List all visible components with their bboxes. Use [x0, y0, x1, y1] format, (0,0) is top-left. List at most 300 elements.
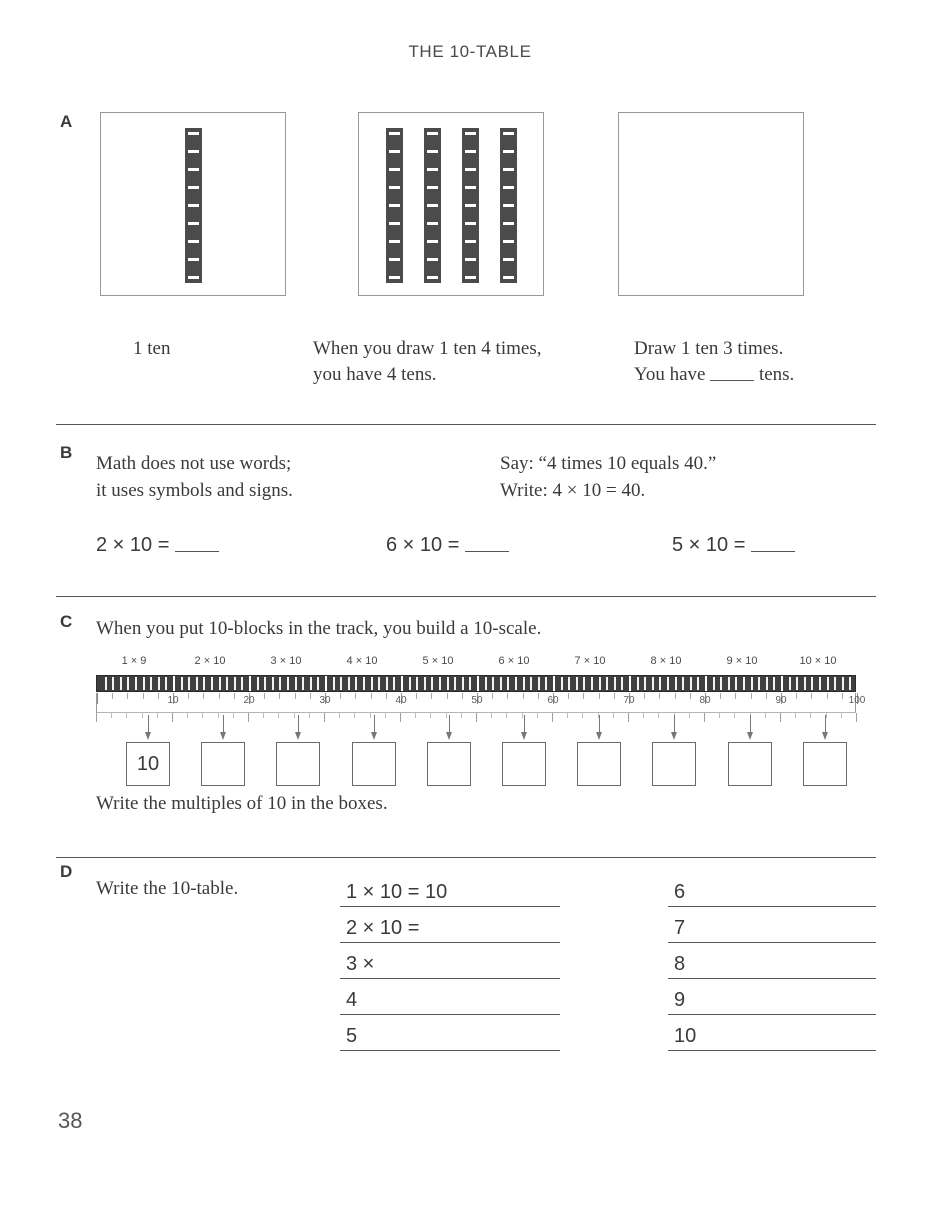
track-tick: [416, 677, 418, 690]
ten-block-divider: [465, 168, 476, 171]
divider-c-d: [56, 857, 876, 858]
ten-block-divider: [389, 150, 400, 153]
scale-mult-label-4: 4 × 10: [346, 655, 378, 667]
ten-block-divider: [389, 168, 400, 171]
track-tick: [690, 677, 692, 690]
ruler-tick: [97, 693, 98, 704]
track-tick: [310, 677, 312, 690]
ten-block-divider: [427, 240, 438, 243]
ruler-tick: [371, 693, 372, 699]
down-arrow-2: [219, 715, 228, 741]
subruler-tick: [795, 713, 796, 718]
ten-block-divider: [188, 168, 199, 171]
ten-table-row-right-5[interactable]: 10: [668, 1017, 876, 1051]
section-b-left-line1: Math does not use words;: [96, 453, 292, 474]
ten-block-divider: [503, 258, 514, 261]
subruler-tick: [613, 713, 614, 718]
subruler-tick: [157, 713, 158, 718]
down-arrow-3: [294, 715, 303, 741]
subruler-tick: [324, 713, 325, 722]
track-ten-mark: [629, 676, 631, 691]
subruler-tick: [856, 713, 857, 722]
down-arrow-10: [821, 715, 830, 741]
section-b-left-text: [96, 450, 293, 504]
subruler-tick: [552, 713, 553, 722]
ruler-tick: [583, 693, 584, 699]
ten-block: [386, 128, 403, 283]
ruler-tick: [310, 693, 311, 699]
subruler-tick: [263, 713, 264, 718]
track-tick: [469, 677, 471, 690]
track-tick: [234, 677, 236, 690]
ruler-tick: [416, 693, 417, 699]
track-tick: [530, 677, 532, 690]
subruler-tick: [400, 713, 401, 722]
subruler-tick: [96, 713, 97, 722]
multiple-box-4[interactable]: [352, 742, 396, 786]
track-tick: [462, 677, 464, 690]
ruler-tick: [735, 693, 736, 699]
subruler-tick: [658, 713, 659, 718]
ruler-number-50: 50: [471, 695, 483, 706]
ruler-tick: [188, 693, 189, 699]
track-tick: [112, 677, 114, 690]
ten-block-divider: [503, 168, 514, 171]
subruler-tick: [506, 713, 507, 718]
track-tick: [424, 677, 426, 690]
ruler-tick: [568, 693, 569, 699]
subruler-tick: [461, 713, 462, 718]
ten-block-divider: [503, 240, 514, 243]
ten-block: [500, 128, 517, 283]
ten-block-divider: [188, 132, 199, 135]
section-b-say-line: Say: “4 times 10 equals 40.”: [500, 453, 717, 474]
multiple-box-5[interactable]: [427, 742, 471, 786]
track-ten-mark: [705, 676, 707, 691]
section-b-exercise-3-text: 5 × 10 =: [672, 534, 751, 556]
ten-block-divider: [503, 186, 514, 189]
ten-block-divider: [389, 258, 400, 261]
section-b-exercise-3: [672, 534, 795, 557]
ruler-tick: [796, 693, 797, 699]
subruler-tick: [841, 713, 842, 718]
subruler-tick: [278, 713, 279, 718]
ruler-tick: [234, 693, 235, 699]
track-tick: [264, 677, 266, 690]
ten-block-divider: [188, 276, 199, 279]
scale-mult-label-6: 6 × 10: [498, 655, 530, 667]
multiple-box-7[interactable]: [577, 742, 621, 786]
subruler-tick: [339, 713, 340, 718]
down-arrow-7: [595, 715, 604, 741]
ten-scale-labels: [96, 655, 856, 672]
ruler-number-80: 80: [699, 695, 711, 706]
arrow-head: [671, 732, 677, 740]
track-tick: [447, 677, 449, 690]
track-tick: [614, 677, 616, 690]
track-tick: [811, 677, 813, 690]
divider-a-b: [56, 424, 876, 425]
ruler-tick: [219, 693, 220, 699]
track-tick: [773, 677, 775, 690]
track-tick: [454, 677, 456, 690]
track-tick: [523, 677, 525, 690]
section-a-box-four-tens: [358, 112, 544, 296]
ruler-tick: [659, 693, 660, 699]
track-tick: [241, 677, 243, 690]
ten-block-divider: [188, 204, 199, 207]
ten-table-row-right-2[interactable]: 7: [668, 909, 876, 943]
ten-block-divider: [188, 240, 199, 243]
track-tick: [409, 677, 411, 690]
ruler-number-100: 100: [848, 695, 866, 706]
answer-blank-tens[interactable]: [710, 366, 754, 381]
track-tick: [538, 677, 540, 690]
track-tick: [226, 677, 228, 690]
track-tick: [637, 677, 639, 690]
arrow-head: [446, 732, 452, 740]
ruler-tick: [386, 693, 387, 699]
track-tick: [500, 677, 502, 690]
arrow-head: [822, 732, 828, 740]
ten-table-row-right-1[interactable]: 6: [668, 873, 876, 907]
ten-block-divider: [427, 276, 438, 279]
ruler-tick: [538, 693, 539, 699]
section-b-answer-blank-2[interactable]: [465, 537, 509, 552]
ruler-tick: [523, 693, 524, 699]
arrow-head: [747, 732, 753, 740]
section-b-answer-blank-1[interactable]: [175, 537, 219, 552]
ten-scale: [96, 655, 866, 715]
track-tick: [789, 677, 791, 690]
ruler-tick: [507, 693, 508, 699]
subruler-tick: [628, 713, 629, 722]
caption-draw-line1: Draw 1 ten 3 times.: [634, 338, 784, 359]
track-ten-mark: [401, 676, 403, 691]
track-tick: [219, 677, 221, 690]
ten-block-divider: [427, 222, 438, 225]
ten-scale-track: [96, 675, 856, 692]
track-tick: [576, 677, 578, 690]
track-tick: [697, 677, 699, 690]
track-tick: [515, 677, 517, 690]
subruler-tick: [765, 713, 766, 718]
subruler-tick: [126, 713, 127, 718]
ten-block-divider: [465, 186, 476, 189]
track-ten-mark: [781, 676, 783, 691]
ten-block-divider: [465, 222, 476, 225]
track-tick: [507, 677, 509, 690]
caption-four-tens-line2: you have 4 tens.: [313, 364, 437, 385]
track-ten-mark: [173, 676, 175, 691]
ruler-tick: [766, 693, 767, 699]
ten-block-divider: [389, 204, 400, 207]
section-letter-c: C: [60, 612, 73, 631]
section-b-exercise-1: [96, 534, 219, 557]
track-tick: [340, 677, 342, 690]
track-tick: [804, 677, 806, 690]
ruler-tick: [827, 693, 828, 699]
ruler-tick: [279, 693, 280, 699]
subruler-tick: [704, 713, 705, 722]
ten-block-divider: [188, 150, 199, 153]
multiple-box-6[interactable]: [502, 742, 546, 786]
ruler-tick: [751, 693, 752, 699]
caption-draw-line2: [634, 362, 904, 388]
subruler-tick: [233, 713, 234, 718]
ruler-tick: [720, 693, 721, 699]
subruler-tick: [354, 713, 355, 718]
track-tick: [378, 677, 380, 690]
subruler-tick: [172, 713, 173, 722]
caption-draw-line2-post: tens.: [754, 364, 795, 385]
multiple-box-3[interactable]: [276, 742, 320, 786]
track-tick: [735, 677, 737, 690]
down-arrow-4: [370, 715, 379, 741]
ruler-tick: [340, 693, 341, 699]
section-b-exercise-2-text: 6 × 10 =: [386, 534, 465, 556]
ten-block-divider: [503, 222, 514, 225]
scale-mult-label-2: 2 × 10: [194, 655, 226, 667]
section-a-box-draw-area[interactable]: [618, 112, 804, 296]
track-tick: [713, 677, 715, 690]
ruler-tick: [127, 693, 128, 699]
track-tick: [728, 677, 730, 690]
down-arrow-9: [746, 715, 755, 741]
track-tick: [834, 677, 836, 690]
multiple-box-1[interactable]: 10: [126, 742, 170, 786]
track-ten-mark: [477, 676, 479, 691]
subruler-tick: [111, 713, 112, 718]
ten-block-divider: [389, 222, 400, 225]
caption-one-ten: 1 ten: [133, 338, 171, 359]
ten-block: [185, 128, 202, 283]
ten-block-divider: [188, 186, 199, 189]
multiple-box-2[interactable]: [201, 742, 245, 786]
ten-table-row-right-4[interactable]: 9: [668, 981, 876, 1015]
ruler-tick: [614, 693, 615, 699]
ten-table-row-left-1[interactable]: 1 × 10 = 10: [340, 873, 560, 907]
section-b-answer-blank-3[interactable]: [751, 537, 795, 552]
ten-scale-ruler: [96, 693, 866, 713]
down-arrow-5: [445, 715, 454, 741]
ten-table-row-left-4[interactable]: 4: [340, 981, 560, 1015]
caption-four-tens-line1: When you draw 1 ten 4 times,: [313, 338, 542, 359]
subruler-tick: [734, 713, 735, 718]
ten-block-divider: [427, 186, 438, 189]
track-tick: [743, 677, 745, 690]
subruler-tick: [202, 713, 203, 718]
track-tick: [652, 677, 654, 690]
track-tick: [211, 677, 213, 690]
ten-table-row-left-3[interactable]: 3 ×: [340, 945, 560, 979]
track-tick: [165, 677, 167, 690]
down-arrow-1: [144, 715, 153, 741]
ruler-tick: [431, 693, 432, 699]
track-tick: [842, 677, 844, 690]
ten-block-divider: [427, 204, 438, 207]
ten-block-divider: [465, 258, 476, 261]
track-tick: [561, 677, 563, 690]
multiple-box-9[interactable]: [728, 742, 772, 786]
ruler-number-30: 30: [319, 695, 331, 706]
track-tick: [583, 677, 585, 690]
divider-b-c: [56, 596, 876, 597]
caption-draw-three-tens: [634, 336, 904, 388]
ruler-tick: [492, 693, 493, 699]
subruler-tick: [309, 713, 310, 718]
ruler-number-40: 40: [395, 695, 407, 706]
track-tick: [675, 677, 677, 690]
caption-draw-line2-pre: You have: [634, 364, 711, 385]
track-tick: [667, 677, 669, 690]
subruler-tick: [415, 713, 416, 718]
ten-block-divider: [389, 186, 400, 189]
scale-mult-label-1: 1 × 9: [121, 655, 147, 667]
ruler-tick: [462, 693, 463, 699]
track-tick: [796, 677, 798, 690]
subruler-tick: [643, 713, 644, 718]
ten-block-divider: [465, 240, 476, 243]
subruler-tick: [142, 713, 143, 718]
track-tick: [758, 677, 760, 690]
ten-table-row-left-5[interactable]: 5: [340, 1017, 560, 1051]
track-tick: [317, 677, 319, 690]
section-c-outro: Write the multiples of 10 in the boxes.: [96, 793, 388, 814]
ten-block-divider: [427, 258, 438, 261]
arrow-head: [521, 732, 527, 740]
ten-block-divider: [465, 276, 476, 279]
track-tick: [257, 677, 259, 690]
section-letter-d: D: [60, 862, 73, 881]
track-tick: [181, 677, 183, 690]
subruler-tick: [689, 713, 690, 718]
ruler-number-10: 10: [167, 695, 179, 706]
ten-block-divider: [427, 132, 438, 135]
track-tick: [492, 677, 494, 690]
track-tick: [120, 677, 122, 690]
ruler-tick: [112, 693, 113, 699]
arrow-head: [145, 732, 151, 740]
scale-mult-label-8: 8 × 10: [650, 655, 682, 667]
track-ten-mark: [553, 676, 555, 691]
track-tick: [621, 677, 623, 690]
subruler-tick: [567, 713, 568, 718]
subruler-tick: [476, 713, 477, 722]
section-b-write-line: Write: 4 × 10 = 40.: [500, 480, 646, 501]
track-tick: [568, 677, 570, 690]
subruler-tick: [810, 713, 811, 718]
scale-mult-label-3: 3 × 10: [270, 655, 302, 667]
track-tick: [150, 677, 152, 690]
track-tick: [188, 677, 190, 690]
track-tick: [591, 677, 593, 690]
ruler-tick: [295, 693, 296, 699]
ruler-tick: [842, 693, 843, 699]
subruler-tick: [430, 713, 431, 718]
ten-block-divider: [465, 204, 476, 207]
track-tick: [720, 677, 722, 690]
ruler-tick: [355, 693, 356, 699]
ruler-tick: [158, 693, 159, 699]
ten-table-row-right-3[interactable]: 8: [668, 945, 876, 979]
scale-mult-label-5: 5 × 10: [422, 655, 454, 667]
section-letter-b: B: [60, 443, 73, 462]
track-tick: [751, 677, 753, 690]
page-number: 38: [58, 1108, 83, 1133]
arrow-head: [371, 732, 377, 740]
ten-block-divider: [503, 276, 514, 279]
track-tick: [203, 677, 205, 690]
caption-four-tens: [313, 336, 563, 388]
ruler-number-60: 60: [547, 695, 559, 706]
track-tick: [196, 677, 198, 690]
track-tick: [545, 677, 547, 690]
ruler-number-20: 20: [243, 695, 255, 706]
ten-block-divider: [465, 132, 476, 135]
ten-block-divider: [389, 276, 400, 279]
ruler-tick: [447, 693, 448, 699]
scale-mult-label-10: 10 × 10: [799, 655, 837, 667]
down-arrow-6: [520, 715, 529, 741]
track-tick: [371, 677, 373, 690]
subruler-tick: [187, 713, 188, 718]
ten-block-divider: [465, 150, 476, 153]
track-tick: [766, 677, 768, 690]
multiple-box-8[interactable]: [652, 742, 696, 786]
subruler-tick: [491, 713, 492, 718]
track-tick: [606, 677, 608, 690]
track-tick: [127, 677, 129, 690]
track-tick: [295, 677, 297, 690]
ten-block-divider: [427, 168, 438, 171]
arrow-head: [220, 732, 226, 740]
ten-block: [462, 128, 479, 283]
ruler-tick: [644, 693, 645, 699]
track-tick: [439, 677, 441, 690]
ten-block-divider: [188, 222, 199, 225]
page-title: THE 10-TABLE: [408, 42, 532, 61]
track-tick: [599, 677, 601, 690]
ten-scale-subruler: [96, 713, 856, 722]
subruler-tick: [385, 713, 386, 718]
track-ten-mark: [325, 676, 327, 691]
track-tick: [431, 677, 433, 690]
track-tick: [355, 677, 357, 690]
multiple-box-10[interactable]: [803, 742, 847, 786]
track-tick: [644, 677, 646, 690]
section-b-exercise-1-text: 2 × 10 =: [96, 534, 175, 556]
track-ten-mark: [249, 676, 251, 691]
track-tick: [393, 677, 395, 690]
track-tick: [135, 677, 137, 690]
ten-table-row-left-2[interactable]: 2 × 10 =: [340, 909, 560, 943]
ruler-tick: [203, 693, 204, 699]
ten-block-divider: [503, 150, 514, 153]
subruler-tick: [248, 713, 249, 722]
ten-block: [424, 128, 441, 283]
ruler-tick: [811, 693, 812, 699]
down-arrow-8: [670, 715, 679, 741]
track-tick: [333, 677, 335, 690]
track-tick: [302, 677, 304, 690]
ruler-tick: [675, 693, 676, 699]
section-b-left-line2: it uses symbols and signs.: [96, 480, 293, 501]
scale-mult-label-9: 9 × 10: [726, 655, 758, 667]
ten-block-divider: [188, 258, 199, 261]
section-a-box-one-ten: [100, 112, 286, 296]
subruler-tick: [719, 713, 720, 718]
